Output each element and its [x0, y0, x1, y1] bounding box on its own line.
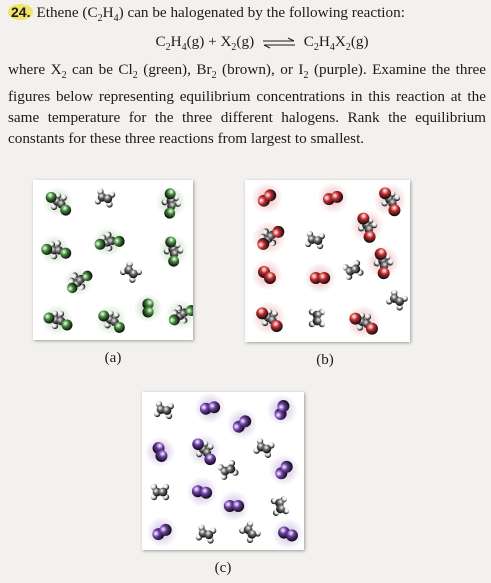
ethene-molecule	[154, 400, 175, 419]
problem-number: 24.	[8, 4, 33, 20]
ethene-molecule	[342, 259, 365, 281]
halogen-atom	[62, 320, 73, 331]
ethene-molecule	[119, 260, 144, 284]
halogen-atom	[142, 306, 153, 317]
halogen-atom	[232, 500, 244, 512]
figure-c-panel	[142, 392, 304, 550]
equilibrium-arrow-icon	[262, 37, 296, 49]
figure-b-molecules	[245, 180, 410, 342]
ethene-molecule	[270, 496, 289, 517]
figure-a-molecules	[33, 180, 193, 340]
halogen-atom	[44, 313, 55, 324]
halogen-molecule	[310, 272, 330, 284]
hydrogen-atom	[58, 311, 64, 317]
carbon-atom	[313, 317, 322, 326]
ethene-molecule	[305, 230, 326, 249]
figure-a-panel	[33, 180, 193, 340]
halogen-molecule	[142, 298, 153, 317]
reaction-equation: $C_2H_4(g) + X_2(g)$ $C_2H_4X_2(g)$	[155, 33, 369, 54]
ethene-molecule	[385, 288, 409, 311]
figure-b-label: (b)	[316, 352, 334, 368]
figure-a-label: (a)	[104, 350, 122, 366]
ethene-molecule	[195, 524, 217, 545]
problem-24	[8, 2, 486, 149]
ethene-molecule	[217, 459, 240, 481]
ethene-molecule	[309, 309, 325, 327]
ethene-molecule	[94, 188, 116, 209]
halogen-atom	[318, 272, 330, 284]
figure-c-molecules	[142, 392, 304, 550]
figure-c-label: (c)	[214, 560, 232, 576]
problem-intro: 24. Ethene $(C_2H_4)$ can be halogenated by the following reaction:	[8, 2, 486, 29]
problem-body: where $X_2$ can be $Cl_2$ (green), $Br_2$ (brown), or $I_2$ (purple). Examine the three figures below representing equilibrium concentrations in this reaction at the same temperature for the three different halogens. Rank the equilibrium constants for these three reactions from largest to smallest.	[8, 61, 486, 148]
carbon-atom	[159, 488, 168, 497]
halogen-molecule	[224, 500, 244, 512]
ethene-molecule	[253, 437, 276, 459]
figure-b-panel	[245, 180, 410, 342]
ethene-molecule	[151, 484, 169, 500]
ethene-molecule	[238, 520, 262, 545]
